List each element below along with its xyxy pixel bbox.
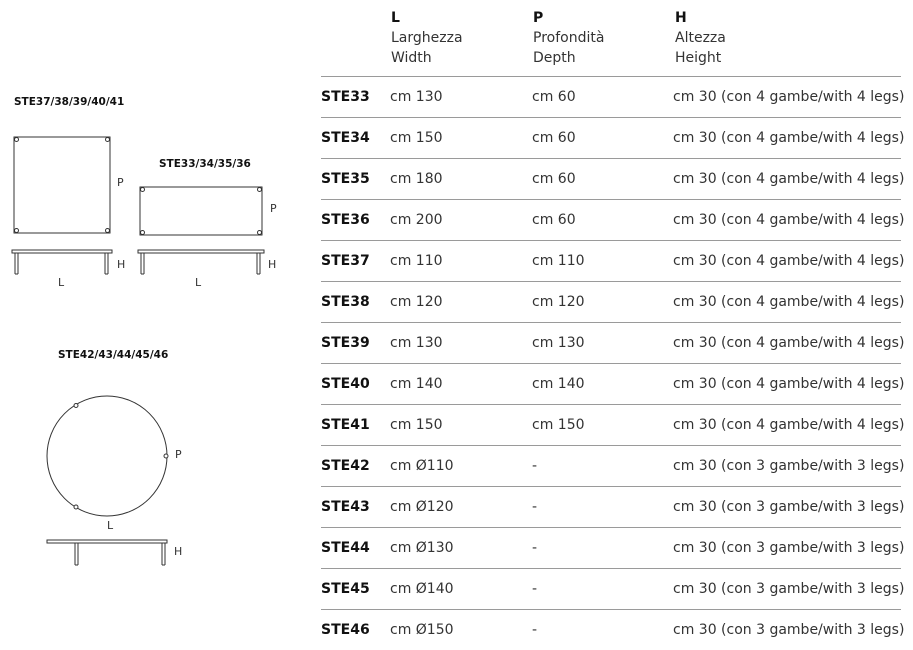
row-depth: cm 140 xyxy=(532,376,585,392)
rect-table-label: STE33/34/35/36 xyxy=(159,158,251,170)
row-width: cm Ø140 xyxy=(390,581,454,597)
square-length-mark: L xyxy=(58,276,65,289)
round-table-side-view xyxy=(47,540,167,565)
row-depth: cm 60 xyxy=(532,130,576,146)
header-depth xyxy=(533,8,604,68)
row-depth: cm 150 xyxy=(532,417,585,433)
row-code: STE45 xyxy=(321,581,370,597)
rect-table-top-view xyxy=(140,187,262,235)
header-depth-code: P xyxy=(533,10,544,26)
header-height-code: H xyxy=(675,10,687,26)
row-width: cm 200 xyxy=(390,212,443,228)
row-width: cm 150 xyxy=(390,130,443,146)
row-depth: cm 130 xyxy=(532,335,585,351)
header-width-code: L xyxy=(391,10,400,26)
row-depth: cm 60 xyxy=(532,171,576,187)
row-height: cm 30 (con 4 gambe/with 4 legs) xyxy=(673,212,905,228)
row-code: STE44 xyxy=(321,540,370,556)
row-width: cm 140 xyxy=(390,376,443,392)
row-width: cm 130 xyxy=(390,89,443,105)
square-height-mark: H xyxy=(117,258,126,271)
row-code: STE37 xyxy=(321,253,370,269)
table-row xyxy=(321,199,905,240)
row-code: STE46 xyxy=(321,622,370,638)
rect-depth-mark: P xyxy=(270,202,277,215)
round-table-label: STE42/43/44/45/46 xyxy=(58,349,169,361)
square-depth-mark: P xyxy=(117,176,124,189)
table-row xyxy=(321,281,905,322)
row-height: cm 30 (con 3 gambe/with 3 legs) xyxy=(673,499,905,515)
table-row xyxy=(321,363,905,404)
row-width: cm 180 xyxy=(390,171,443,187)
row-code: STE42 xyxy=(321,458,370,474)
rect-height-mark: H xyxy=(268,258,277,271)
row-code: STE40 xyxy=(321,376,370,392)
row-depth: - xyxy=(532,622,538,638)
row-height: cm 30 (con 4 gambe/with 4 legs) xyxy=(673,89,905,105)
row-height: cm 30 (con 4 gambe/with 4 legs) xyxy=(673,294,905,310)
row-height: cm 30 (con 4 gambe/with 4 legs) xyxy=(673,171,905,187)
table-row xyxy=(321,445,905,486)
round-table-top-view xyxy=(47,396,168,516)
row-depth: cm 120 xyxy=(532,294,585,310)
row-code: STE39 xyxy=(321,335,370,351)
table-row xyxy=(321,240,905,281)
row-depth: cm 60 xyxy=(532,89,576,105)
row-height: cm 30 (con 3 gambe/with 3 legs) xyxy=(673,581,905,597)
header-height-it: Altezza xyxy=(675,30,726,46)
square-table-label: STE37/38/39/40/41 xyxy=(14,96,125,108)
row-depth: - xyxy=(532,458,538,474)
row-depth: cm 110 xyxy=(532,253,585,269)
table-row xyxy=(321,568,905,609)
header-depth-it: Profondità xyxy=(533,30,605,46)
rect-table-side-view xyxy=(138,250,264,274)
row-height: cm 30 (con 4 gambe/with 4 legs) xyxy=(673,130,905,146)
dimensions-table xyxy=(321,76,905,650)
row-code: STE41 xyxy=(321,417,370,433)
table-row xyxy=(321,158,905,199)
row-height: cm 30 (con 4 gambe/with 4 legs) xyxy=(673,376,905,392)
row-code: STE43 xyxy=(321,499,370,515)
round-length-mark: L xyxy=(107,519,114,532)
table-row xyxy=(321,404,905,445)
table-row xyxy=(321,76,905,117)
row-height: cm 30 (con 3 gambe/with 3 legs) xyxy=(673,622,905,638)
row-width: cm 110 xyxy=(390,253,443,269)
square-table-top-view xyxy=(14,137,110,233)
row-code: STE34 xyxy=(321,130,370,146)
row-height: cm 30 (con 3 gambe/with 3 legs) xyxy=(673,540,905,556)
row-code: STE36 xyxy=(321,212,370,228)
row-width: cm Ø120 xyxy=(390,499,454,515)
row-width: cm Ø150 xyxy=(390,622,454,638)
row-code: STE38 xyxy=(321,294,370,310)
row-width: cm 120 xyxy=(390,294,443,310)
row-width: cm 130 xyxy=(390,335,443,351)
row-height: cm 30 (con 3 gambe/with 3 legs) xyxy=(673,458,905,474)
row-height: cm 30 (con 4 gambe/with 4 legs) xyxy=(673,417,905,433)
header-width xyxy=(391,8,463,68)
round-height-mark: H xyxy=(174,545,183,558)
row-width: cm 150 xyxy=(390,417,443,433)
rect-length-mark: L xyxy=(195,276,202,289)
header-height xyxy=(675,8,726,68)
row-depth: cm 60 xyxy=(532,212,576,228)
table-row xyxy=(321,486,905,527)
round-depth-mark: P xyxy=(175,448,182,461)
table-row xyxy=(321,527,905,568)
table-row xyxy=(321,117,905,158)
row-depth: - xyxy=(532,540,538,556)
square-table-side-view xyxy=(12,250,112,274)
row-width: cm Ø110 xyxy=(390,458,454,474)
row-height: cm 30 (con 4 gambe/with 4 legs) xyxy=(673,335,905,351)
header-height-en: Height xyxy=(675,50,722,66)
table-row xyxy=(321,322,905,363)
row-height: cm 30 (con 4 gambe/with 4 legs) xyxy=(673,253,905,269)
header-depth-en: Depth xyxy=(533,50,576,66)
row-depth: - xyxy=(532,499,538,515)
row-width: cm Ø130 xyxy=(390,540,454,556)
row-code: STE35 xyxy=(321,171,370,187)
header-width-it: Larghezza xyxy=(391,30,463,46)
row-depth: - xyxy=(532,581,538,597)
row-code: STE33 xyxy=(321,89,370,105)
header-width-en: Width xyxy=(391,50,432,66)
